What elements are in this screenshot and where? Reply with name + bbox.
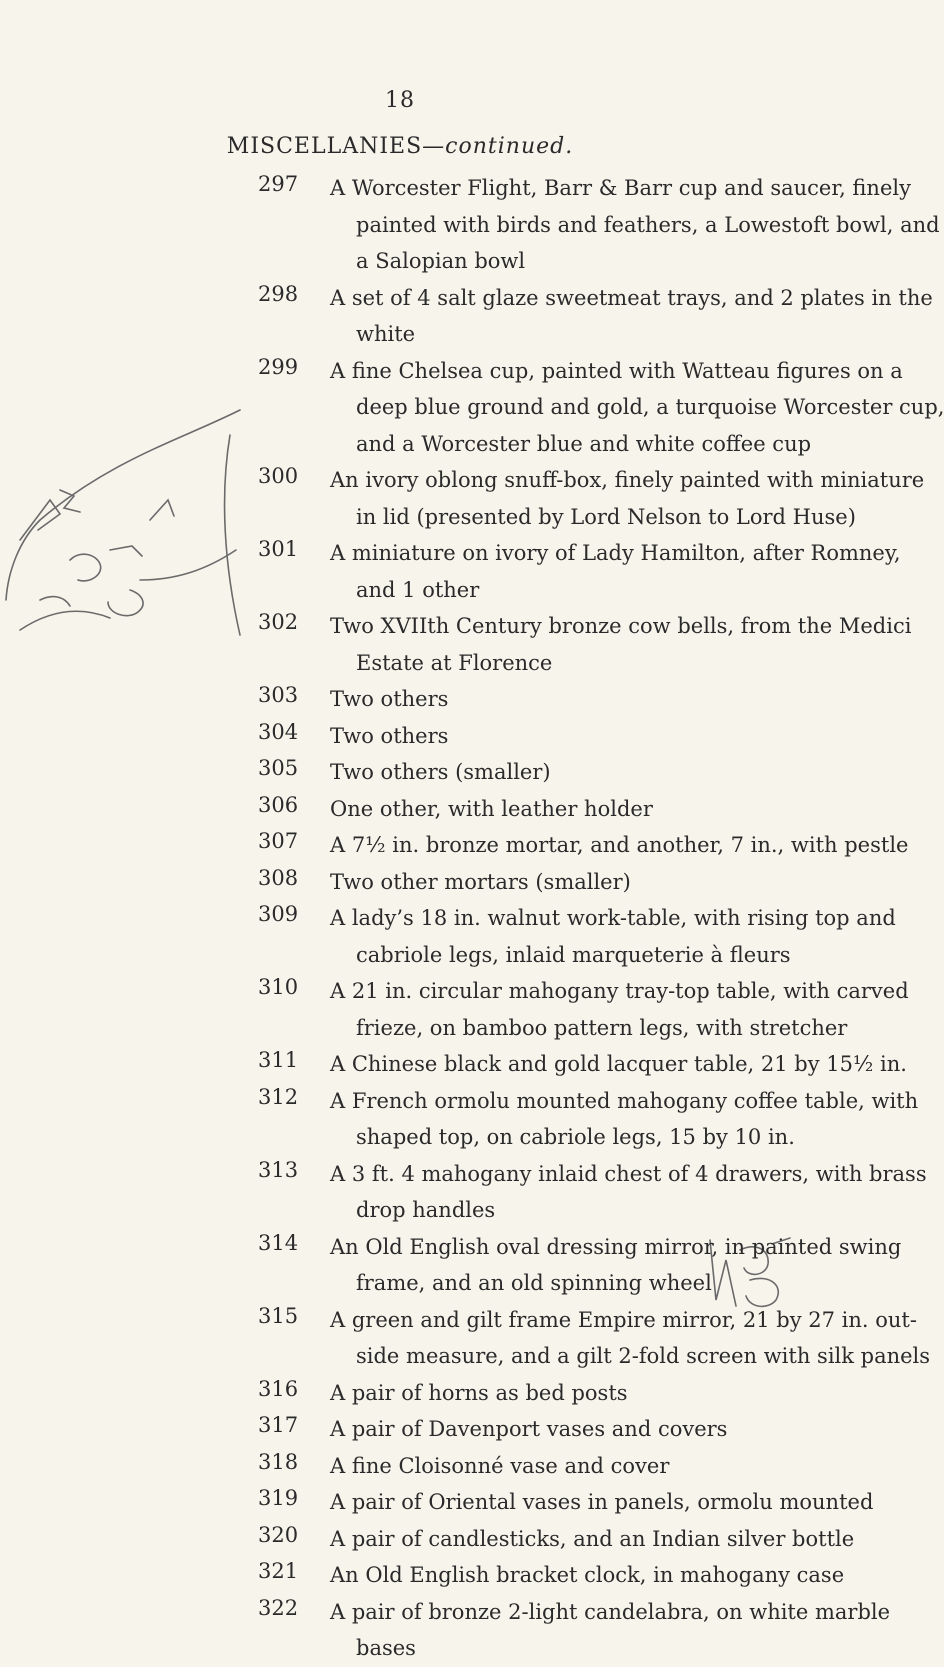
lot-number: 320 (258, 1522, 299, 1547)
lot-description (330, 1484, 874, 1521)
lot-description-line: Estate at Florence (356, 650, 553, 675)
lot-description-line: Two others (smaller) (330, 760, 551, 784)
lot-description-line: frame, and an old spinning wheel (356, 1271, 712, 1295)
lot-number: 308 (258, 865, 299, 890)
lot-description (330, 681, 760, 718)
lot-description (330, 280, 933, 353)
lot-number: 299 (258, 354, 299, 379)
lot-description-line: An Old English bracket clock, in mahogany case (330, 1563, 845, 1587)
lot-description-line: A 21 in. circular mahogany tray-top table, with carved (330, 979, 909, 1003)
lot-number: 312 (258, 1084, 299, 1109)
lot-description (330, 718, 760, 755)
lot-description (330, 900, 896, 973)
lot-number: 307 (258, 829, 299, 853)
lot-description-line: A pair of Davenport vases and covers (330, 1417, 728, 1441)
lot-description-line: A Worcester Flight, Barr & Barr cup and saucer, finely (330, 176, 911, 200)
lot-description-line: A miniature on ivory of Lady Hamilton, after Romney, (330, 541, 901, 565)
lot-description-line: A 7½ in. bronze mortar, and another, 7 in., with pestle (330, 833, 909, 857)
lot-description-line: Two others (330, 723, 449, 748)
lot-number: 306 (258, 792, 299, 817)
lot-description (330, 170, 940, 280)
running-head-title: MISCELLANIES (226, 134, 423, 159)
lot-description-line: A Chinese black and gold lacquer table, 21 by 15½ in. (330, 1052, 907, 1076)
lot-description (330, 1156, 927, 1229)
lot-description (330, 1083, 919, 1156)
lot-description (330, 1046, 907, 1083)
lot-number: 314 (258, 1230, 299, 1255)
lot-description-line: A French ormolu mounted mahogany coffee table, with (330, 1088, 919, 1113)
page-number: 18 (385, 88, 415, 113)
lot-number: 302 (258, 610, 299, 634)
lot-number: 310 (258, 975, 299, 999)
lot-description-line: An ivory oblong snuff-box, finely painted with miniature (330, 468, 925, 492)
lot-description (330, 754, 760, 791)
lot-description-line: An Old English oval dressing mirror, in painted swing (330, 1234, 902, 1259)
lot-description-line: bases (356, 1636, 416, 1660)
lot-description-line: A pair of horns as bed posts (330, 1380, 628, 1405)
lot-number: 317 (258, 1413, 299, 1437)
running-head (0, 134, 800, 159)
lot-description-line: white (356, 322, 416, 346)
lot-description-line: One other, with leather holder (330, 796, 653, 821)
lot-number: 313 (258, 1157, 299, 1182)
lot-number: 297 (258, 172, 299, 196)
lot-description (330, 827, 909, 864)
lot-description-line: A fine Cloisonné vase and cover (330, 1453, 670, 1478)
lot-number: 301 (258, 537, 299, 561)
lot-description-line: Two other mortars (smaller) (330, 869, 631, 894)
lot-description-line: a Salopian bowl (356, 249, 526, 273)
lot-description-line: Two others (330, 687, 449, 711)
lot-description (330, 1302, 931, 1375)
lot-description (330, 1448, 760, 1485)
lot-description (330, 1521, 855, 1558)
lot-description (330, 1229, 902, 1302)
lot-number: 304 (258, 719, 299, 744)
running-head-suffix: —continued. (422, 134, 574, 159)
lot-number: 309 (258, 902, 299, 926)
lot-description (330, 1594, 891, 1667)
lot-description-line: A pair of bronze 2-light candelabra, on white marble (330, 1599, 891, 1624)
lot-description (330, 353, 944, 463)
lot-description (330, 864, 760, 901)
lot-number: 319 (258, 1486, 299, 1510)
lot-description (330, 1375, 760, 1412)
lot-description-line: and a Worcester blue and white coffee cup (356, 431, 812, 456)
lot-number: 298 (258, 281, 299, 306)
lot-description (330, 535, 901, 608)
lot-description-line: drop handles (356, 1198, 496, 1222)
lot-description (330, 1557, 845, 1594)
lot-description-line: A pair of candlesticks, and an Indian silver bottle (330, 1526, 855, 1551)
lot-description-line: side measure, and a gilt 2-fold screen with silk panels (356, 1344, 931, 1368)
lot-description-line: A pair of Oriental vases in panels, ormolu mounted (330, 1490, 874, 1514)
lot-description (330, 462, 925, 535)
lot-description-line: shaped top, on cabriole legs, 15 by 10 in. (356, 1125, 795, 1149)
lot-number: 318 (258, 1449, 299, 1474)
lot-description (330, 608, 912, 681)
lot-number: 305 (258, 756, 299, 780)
lot-description-line: A lady’s 18 in. walnut work-table, with rising top and (330, 906, 896, 930)
lot-description-line: A 3 ft. 4 mahogany inlaid chest of 4 drawers, with brass (330, 1161, 927, 1186)
lot-description (330, 1411, 760, 1448)
lot-number: 303 (258, 683, 299, 707)
pencil-annotation-bracket (0, 400, 260, 660)
lot-description-line: in lid (presented by Lord Nelson to Lord Huse) (356, 504, 856, 529)
lot-number: 300 (258, 464, 299, 488)
lot-number: 316 (258, 1376, 299, 1401)
lot-number: 322 (258, 1595, 299, 1620)
lot-description-line: cabriole legs, inlaid marqueterie à fleurs (356, 942, 791, 967)
lot-description (330, 973, 909, 1046)
lot-description-line: deep blue ground and gold, a turquoise Worcester cup, (356, 395, 944, 419)
lot-description (330, 791, 760, 828)
lot-description-line: frieze, on bamboo pattern legs, with stretcher (356, 1015, 848, 1040)
lot-description-line: A green and gilt frame Empire mirror, 21 by 27 in. out- (330, 1307, 917, 1332)
lot-number: 315 (258, 1303, 299, 1328)
lot-number: 311 (258, 1048, 299, 1072)
lot-description-line: and 1 other (356, 577, 480, 602)
lot-description-line: painted with birds and feathers, a Lowestoft bowl, and (356, 212, 940, 237)
lot-description-line: A fine Chelsea cup, painted with Watteau figures on a (330, 358, 903, 383)
lot-description-line: A set of 4 salt glaze sweetmeat trays, and 2 plates in the (330, 285, 933, 310)
lot-description-line: Two XVIIth Century bronze cow bells, from the Medici (330, 614, 912, 638)
lot-number: 321 (258, 1559, 299, 1583)
